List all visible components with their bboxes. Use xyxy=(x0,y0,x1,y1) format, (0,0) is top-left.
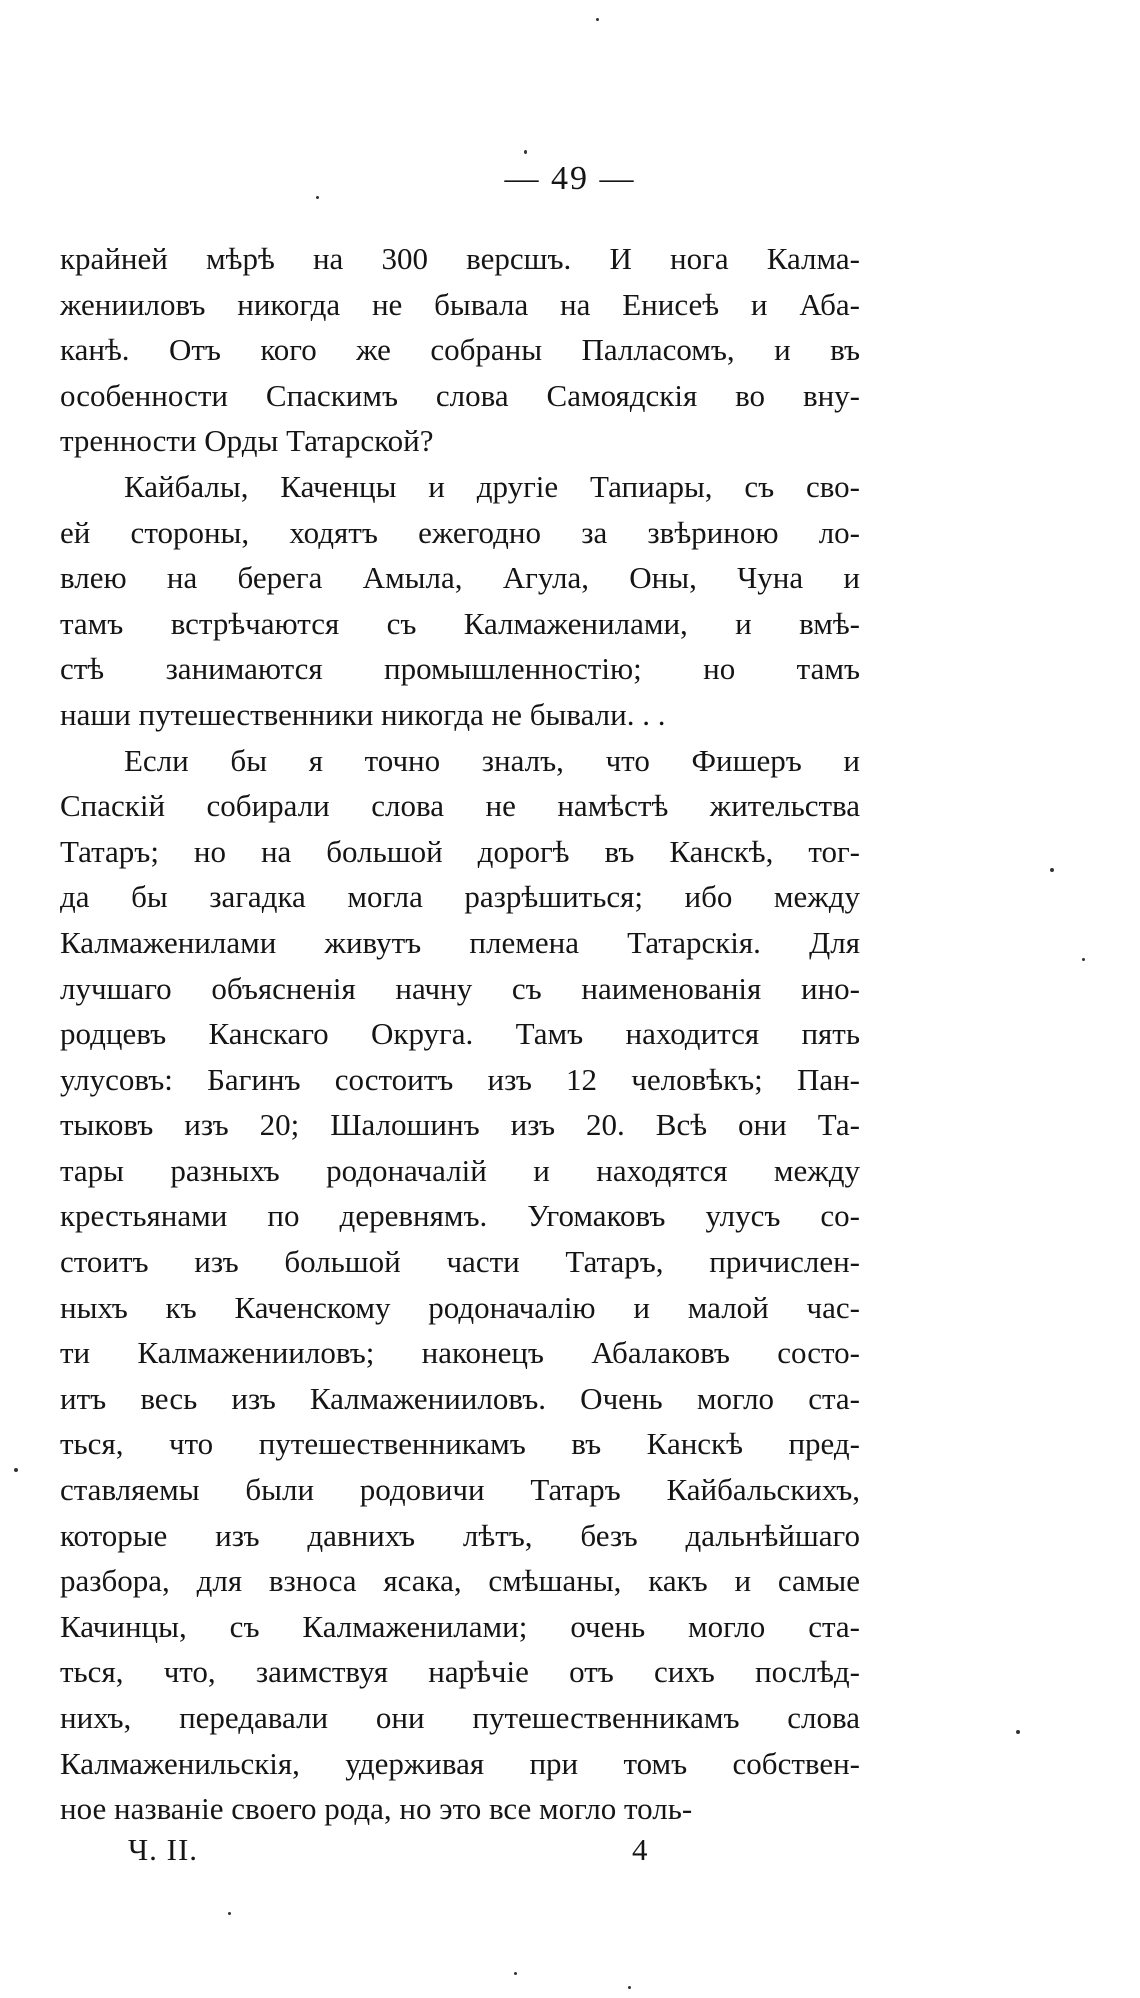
text-line: стоитъ изъ большой части Татаръ, причислен- xyxy=(60,1244,860,1280)
text-line: женииловъ никогда не бывала на Енисеѣ и Аба- xyxy=(60,286,860,322)
text-line: Калмаженильскія, удерживая при томъ собствен- xyxy=(60,1745,860,1781)
text-line: тамъ встрѣчаются съ Калмаженилами, и вмѣ- xyxy=(60,605,860,641)
text-line: стѣ занимаются промышленностію; но тамъ xyxy=(60,651,860,687)
text-line: нихъ, передавали они путешественникамъ слова xyxy=(60,1700,860,1735)
text-line: ться, что, заимствуя нарѣчіе отъ сихъ послѣд- xyxy=(60,1654,860,1690)
text-line: разбора, для взноса ясака, смѣшаны, какъ и самые xyxy=(60,1563,860,1599)
text-line: итъ весь изъ Калмаженииловъ. Очень могло ста- xyxy=(60,1380,860,1416)
text-line: ныхъ къ Каченскому родоначалію и малой час- xyxy=(60,1289,860,1325)
text-line: наши путешественники никогда не бывали. . . xyxy=(60,696,666,732)
text-line: Спаскій собирали слова не намѣстѣ жительства xyxy=(60,788,860,824)
text-line: крестьянами по деревнямъ. Угомаковъ улусъ со- xyxy=(60,1198,860,1234)
page-number: — 49 — xyxy=(504,160,636,197)
body-text xyxy=(60,236,860,1832)
scan-speck xyxy=(14,1468,18,1472)
text-line: ти Калмаженииловъ; наконецъ Абалаковъ состо- xyxy=(60,1335,860,1371)
text-line: тренности Орды Татарской? xyxy=(60,423,434,459)
text-line: тыковъ изъ 20; Шалошинъ изъ 20. Всѣ они Та- xyxy=(60,1107,860,1143)
text-line: влею на берега Амыла, Агула, Оны, Чуна и xyxy=(60,560,860,596)
text-line: ставляемы были родовичи Татаръ Кайбальскихъ, xyxy=(60,1472,860,1508)
scan-speck xyxy=(628,1986,631,1989)
text-line: родцевъ Канскаго Округа. Тамъ находится пять xyxy=(60,1016,860,1052)
text-line: тары разныхъ родоначалій и находятся между xyxy=(60,1152,860,1188)
text-line: улусовъ: Багинъ состоитъ изъ 12 человѣкъ; Пан- xyxy=(60,1061,860,1097)
scan-speck xyxy=(316,196,319,199)
scan-speck xyxy=(228,1912,231,1915)
scan-speck xyxy=(1082,958,1085,961)
text-line: лучшаго объясненія начну съ наименованія ино- xyxy=(60,970,860,1006)
scan-speck xyxy=(514,1972,517,1975)
text-line: особенности Спаскимъ слова Самоядскія во вну- xyxy=(60,377,860,413)
text-line: Качинцы, съ Калмаженилами; очень могло ста- xyxy=(60,1608,860,1644)
footer-sheet-number: 4 xyxy=(632,1832,648,1867)
text-line: Кайбалы, Каченцы и другіе Тапиары, съ сво- xyxy=(124,468,860,504)
scan-speck xyxy=(596,18,599,21)
scan-speck xyxy=(1016,1730,1020,1734)
text-line: да бы загадка могла разрѣшиться; ибо между xyxy=(60,879,860,915)
text-line: канѣ. Отъ кого же собраны Палласомъ, и въ xyxy=(60,332,860,368)
text-line: ться, что путешественникамъ въ Канскѣ пред- xyxy=(60,1426,860,1462)
text-line: крайней мѣрѣ на 300 версшъ. И нога Калма- xyxy=(60,241,860,276)
text-line: Калмаженилами живутъ племена Татарскія. Для xyxy=(60,924,860,960)
scan-speck xyxy=(524,150,527,154)
text-line: ное названіе своего рода, но это все могло толь- xyxy=(60,1791,693,1827)
text-line: которые изъ давнихъ лѣтъ, безъ дальнѣйшаго xyxy=(60,1517,860,1553)
footer-signature: Ч. II. xyxy=(128,1832,199,1867)
text-line: ей стороны, ходятъ ежегодно за звѣриною ло- xyxy=(60,514,860,550)
text-line: Если бы я точно зналъ, что Фишеръ и xyxy=(124,742,860,778)
scan-speck xyxy=(1050,868,1054,872)
text-line: Татаръ; но на большой дорогѣ въ Канскѣ, тог- xyxy=(60,833,860,869)
